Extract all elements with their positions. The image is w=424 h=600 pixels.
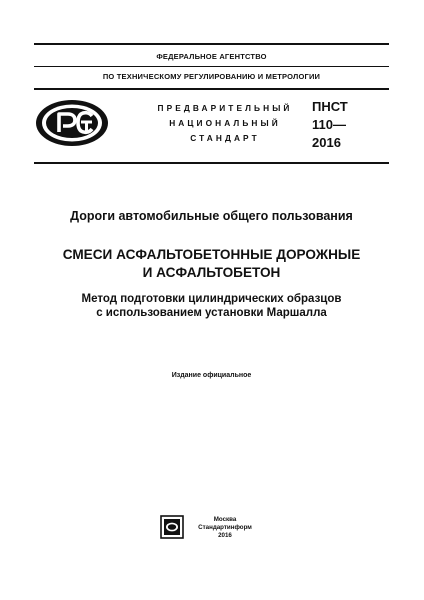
agency-line-2: ПО ТЕХНИЧЕСКОМУ РЕГУЛИРОВАНИЮ И МЕТРОЛОГИИ	[102, 72, 321, 81]
gost-r-logo-icon	[34, 98, 110, 148]
publisher-name: Стандартинформ	[198, 524, 252, 531]
standard-type-line-3: СТАНДАРТ	[190, 133, 260, 143]
subtitle-line-1: Метод подготовки цилиндрических образцов	[81, 293, 342, 305]
subtitle-line-2: с использованием установки Маршалла	[96, 307, 327, 319]
header-rule	[34, 88, 389, 90]
bottom-header-rule	[34, 162, 389, 164]
edition-label: Издание официальное	[171, 372, 252, 379]
main-title-line-2: И АСФАЛЬТОБЕТОН	[142, 265, 281, 280]
standard-code-prefix: ПНСТ	[312, 99, 348, 114]
agency-divider	[34, 66, 389, 67]
document-group-title: Дороги автомобильные общего пользования	[70, 209, 353, 223]
publisher-city: Москва	[213, 516, 237, 523]
standartinform-logo-icon	[160, 515, 184, 539]
standard-type-line-1: ПРЕДВАРИТЕЛЬНЫЙ	[157, 103, 293, 113]
agency-line-1: ФЕДЕРАЛЬНОЕ АГЕНТСТВО	[156, 52, 267, 61]
document-subtitle	[34, 292, 389, 320]
standard-code-year: 2016	[312, 135, 341, 150]
publisher-year: 2016	[218, 532, 232, 539]
standard-code-number: 110—	[312, 117, 346, 132]
standard-type-line-2: НАЦИОНАЛЬНЫЙ	[169, 118, 281, 128]
top-rule	[34, 43, 389, 45]
document-main-title	[34, 246, 389, 282]
publisher-block	[190, 516, 260, 540]
main-title-line-1: СМЕСИ АСФАЛЬТОБЕТОННЫЕ ДОРОЖНЫЕ	[62, 247, 361, 262]
